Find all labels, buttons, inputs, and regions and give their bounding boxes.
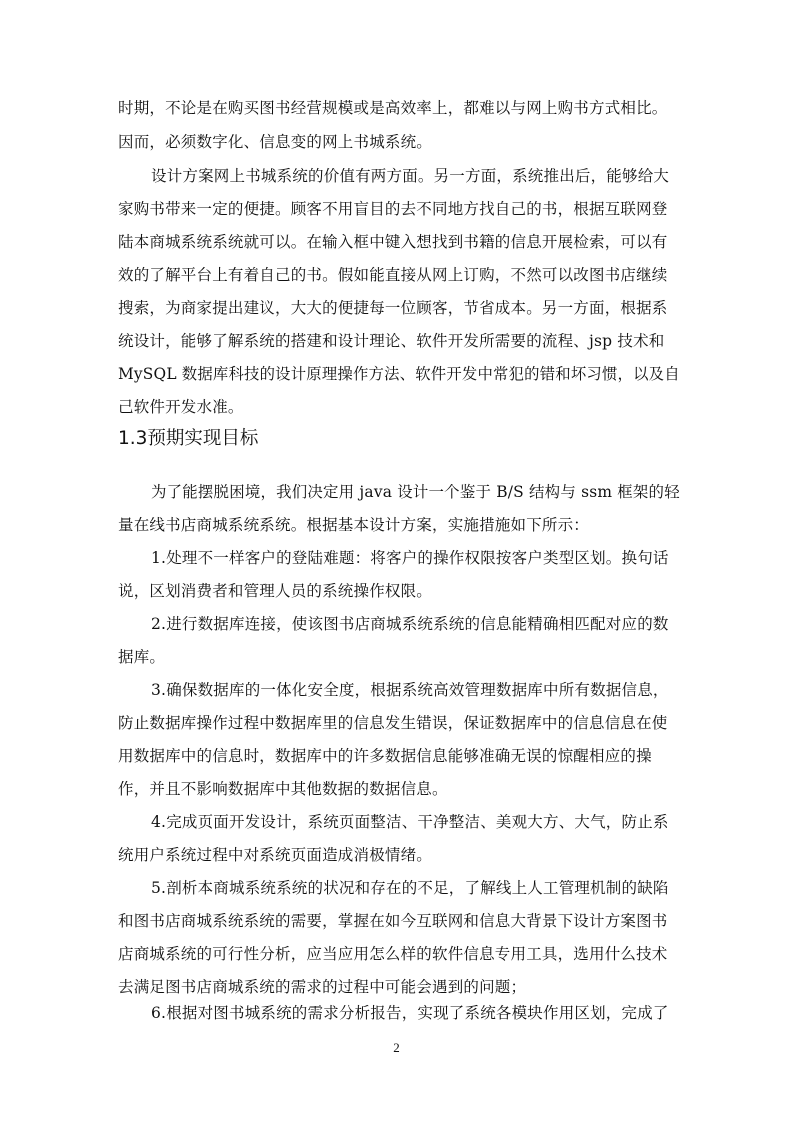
paragraph-2-line-6: 统设计，能够了解系统的搭建和设计理论、软件开发所需要的流程、jsp 技术和: [118, 332, 665, 350]
paragraph-3-line-2: 量在线书店商城系统系统。根据基本设计方案，实施措施如下所示：: [118, 516, 590, 534]
item-5-line-1: 5.剖析本商城系统系统的状况和存在的不足，了解线上人工管理机制的缺陷: [151, 879, 669, 897]
paragraph-2-line-4: 效的了解平台上有着自己的书。假如能直接从网上订购，不然可以改图书店继续: [118, 266, 668, 284]
item-3-line-3: 用数据库中的信息时，数据库中的许多数据信息能够准确无误的惊醒相应的操: [118, 747, 652, 765]
item-6-line-1: 6.根据对图书城系统的需求分析报告，实现了系统各模块作用区划，完成了: [151, 1004, 669, 1022]
item-3-line-1: 3.确保数据库的一体化安全度，根据系统高效管理数据库中所有数据信息，: [151, 681, 669, 699]
paragraph-3-line-1: 为了能摆脱困境，我们决定用 java 设计一个鉴于 B/S 结构与 ssm 框架的轻: [151, 483, 680, 501]
paragraph-2-line-2: 家购书带来一定的便捷。顾客不用盲目的去不同地方找自己的书，根据互联网登: [118, 200, 668, 218]
section-heading: 1.3预期实现目标: [118, 428, 259, 449]
item-5-line-2: 和图书店商城系统系统的需要，掌握在如今互联网和信息大背景下设计方案图书: [118, 912, 668, 930]
item-4-line-1: 4.完成页面开发设计，系统页面整洁、干净整洁、美观大方、大气，防止系: [151, 813, 669, 831]
page-number: 2: [393, 1040, 400, 1055]
item-2-line-2: 据库。: [118, 648, 166, 666]
paragraph-2-line-8: 己软件开发水准。: [118, 398, 244, 416]
item-5-line-3: 店商城系统的可行性分析，应当应用怎么样的软件信息专用工具，选用什么技术: [118, 945, 668, 963]
item-1-line-1: 1.处理不一样客户的登陆难题：将客户的操作权限按客户类型区划。换句话: [151, 549, 669, 567]
paragraph-2-line-5: 搜索，为商家提出建议，大大的便捷每一位顾客，节省成本。另一方面，根据系: [118, 299, 668, 317]
item-5-line-4: 去满足图书店商城系统的需求的过程中可能会遇到的问题；: [118, 978, 527, 996]
item-1-line-2: 说，区划消费者和管理人员的系统操作权限。: [118, 582, 433, 600]
paragraph-2-line-3: 陆本商城系统系统就可以。在输入框中键入想找到书籍的信息开展检索，可以有: [118, 233, 668, 251]
paragraph-1-line-2: 因而，必须数字化、信息变的网上书城系统。: [118, 133, 433, 151]
item-2-line-1: 2.进行数据库连接，使该图书店商城系统系统的信息能精确相匹配对应的数: [151, 615, 669, 633]
item-3-line-2: 防止数据库操作过程中数据库里的信息发生错误，保证数据库中的信息信息在使: [118, 714, 668, 732]
paragraph-2-line-7: MySQL 数据库科技的设计原理操作方法、软件开发中常犯的错和坏习惯，以及自: [118, 365, 680, 383]
paragraph-1-line-1: 时期，不论是在购买图书经营规模或是高效率上，都难以与网上购书方式相比。: [118, 99, 668, 117]
item-3-line-4: 作，并且不影响数据库中其他数据的数据信息。: [118, 780, 448, 798]
paragraph-2-line-1: 设计方案网上书城系统的价值有两方面。另一方面，系统推出后，能够给大: [151, 167, 670, 185]
item-4-line-2: 统用户系统过程中对系统页面造成消极情绪。: [118, 846, 433, 864]
